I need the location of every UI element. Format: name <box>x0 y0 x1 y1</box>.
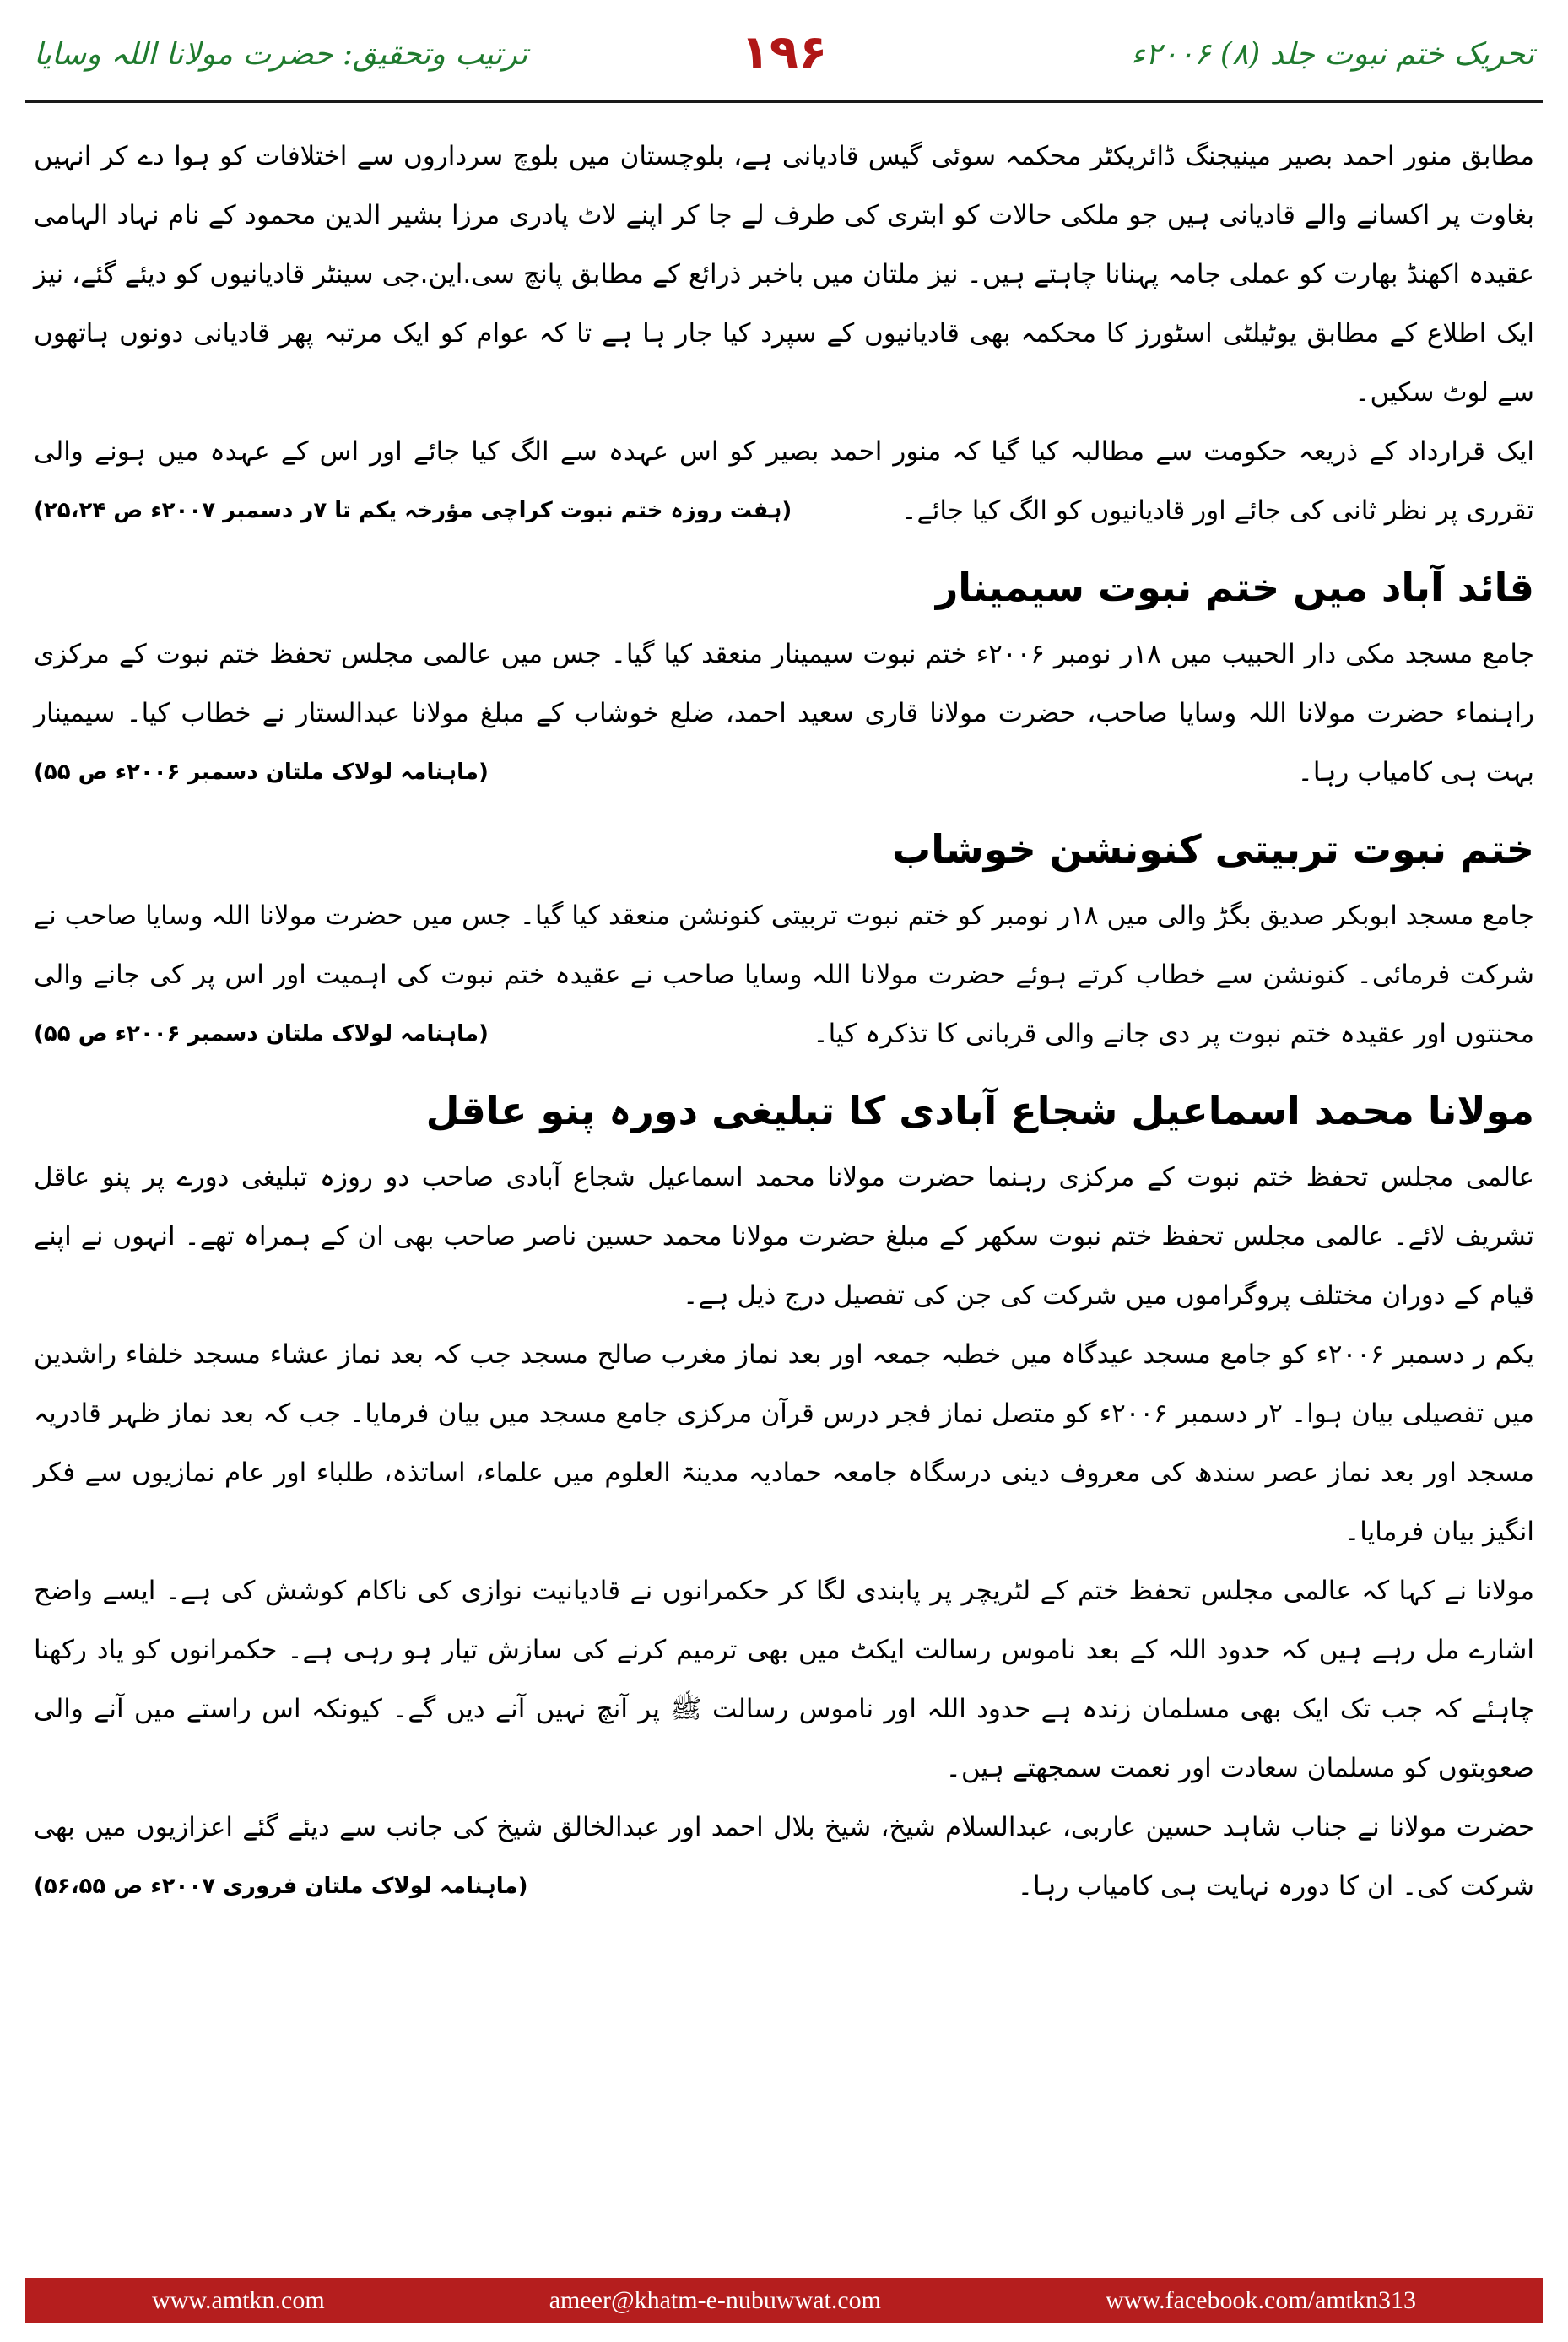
series-title: تحریک ختم نبوت جلد (۸) ۲۰۰۶ء <box>1131 37 1534 72</box>
paragraph-2 <box>34 422 1534 540</box>
paragraph-3-text: جامع مسجد مکی دار الحبیب میں ۱۸ر نومبر ۲۰۰۶ء ختم نبوت سیمینار منعقد کیا گیا۔ جس میں عالمی مجلس تحفظ ختم نبوت کے مرکزی راہنماء حضرت مولانا اللہ وسایا صاحب، حضرت مولانا قاری سعید احمد، ضلع خوشاب کے مبلغ مولانا عبدالستار نے خطاب کیا۔ سیمینار بہت ہی کامیاب رہا۔ <box>34 639 1534 787</box>
header-divider <box>25 100 1543 103</box>
paragraph-8-citation: (ماہنامہ لولاک ملتان فروری ۲۰۰۷ء ص ۵۶،۵۵) <box>34 1874 528 1899</box>
heading-tablighi-tour: مولانا محمد اسماعیل شجاع آبادی کا تبلیغی دورہ پنو عاقل <box>425 1088 1534 1133</box>
paragraph-4-text: جامع مسجد ابوبکر صدیق بگڑ والی میں ۱۸ر نومبر کو ختم نبوت تربیتی کنونشن منعقد کیا گیا۔ جس میں حضرت مولانا اللہ وسایا صاحب نے شرکت فرمائی۔ کنونشن سے خطاب کرتے ہوئے حضرت مولانا اللہ وسایا صاحب نے عقیدہ ختم نبوت کی اہمیت اور اس پر کی جانے والی محنتوں اور عقیدہ ختم نبوت پر دی جانے والی قربانی کا تذکرہ کیا۔ <box>34 901 1535 1049</box>
paragraph-8 <box>34 1798 1534 1916</box>
footer-email-link[interactable]: ameer@khatm-e-nubuwwat.com <box>549 2286 882 2314</box>
paragraph-5: عالمی مجلس تحفظ ختم نبوت کے مرکزی رہنما حضرت مولانا محمد اسماعیل شجاع آبادی صاحب دو روزہ تبلیغی دورے پر پنو عاقل تشریف لائے۔ عالمی مجلس تحفظ ختم نبوت سکھر کے مبلغ حضرت مولانا محمد حسین ناصر صاحب بھی ان کے ہمراہ تھے۔ انہوں نے اپنے قیام کے دوران مختلف پروگراموں میں شرکت کی جن کی تفصیل درج ذیل ہے۔ <box>34 1162 1534 1311</box>
heading-qaidabad-seminar: قائد آباد میں ختم نبوت سیمینار <box>935 565 1534 610</box>
paragraph-3 <box>34 625 1534 802</box>
paragraph-1: مطابق منور احمد بصیر مینیجنگ ڈائریکٹر محکمہ سوئی گیس قادیانی ہے، بلوچستان میں بلوچ سرداروں سے اختلافات کو ہوا دے کر انہیں بغاوت پر اکسانے والے قادیانی ہیں جو ملکی حالات کو ابتری کی طرف لے جا کر اپنے لاٹ پادری مرزا بشیر الدین محمود کے نام نہاد الہامی عقیدہ اکھنڈ بھارت کو عملی جامہ پہنانا چاہتے ہیں۔ نیز ملتان میں باخبر ذرائع کے مطابق پانچ سی.این.جی سینٹر قادیانیوں کو دیئے گئے، نیز ایک اطلاع کے مطابق یوٹیلٹی اسٹورز کا محکمہ بھی قادیانیوں کے سپرد کیا جار ہا ہے تا کہ عوام کو ایک مرتبہ پھر قادیانی دونوں ہاتھوں سے لوٹ سکیں۔ <box>34 141 1535 408</box>
compiler-credit: ترتیب وتحقیق: حضرت مولانا اللہ وسایا <box>34 37 528 72</box>
paragraph-3-citation: (ماہنامہ لولاک ملتان دسمبر ۲۰۰۶ء ص ۵۵) <box>34 760 489 785</box>
paragraph-2-citation: (ہفت روزہ ختم نبوت کراچی مؤرخہ یکم تا ۷ر دسمبر ۲۰۰۷ء ص ۲۵،۲۴) <box>34 498 792 523</box>
footer-facebook-link[interactable]: www.facebook.com/amtkn313 <box>1106 2286 1416 2314</box>
page-number: ۱۹۶ <box>740 25 828 80</box>
paragraph-6: یکم ر دسمبر ۲۰۰۶ء کو جامع مسجد عیدگاہ میں خطبہ جمعہ اور بعد نماز مغرب صالح مسجد جب کہ بعد نماز عشاء مسجد خلفاء راشدین میں تفصیلی بیان ہوا۔ ۲ر دسمبر ۲۰۰۶ء کو متصل نماز فجر درس قرآن مرکزی جامع مسجد میں بیان فرمایا۔ جب کہ بعد نماز ظہر قادریہ مسجد اور بعد نماز عصر سندھ کی معروف دینی درسگاہ جامعہ حمادیہ مدینۃ العلوم میں علماء، اساتذہ، طلباء اور عام نمازیوں سے فکر انگیز بیان فرمایا۔ <box>34 1339 1534 1547</box>
paragraph-4-citation: (ماہنامہ لولاک ملتان دسمبر ۲۰۰۶ء ص ۵۵) <box>34 1021 489 1047</box>
paragraph-8-text: حضرت مولانا نے جناب شاہد حسین عاربی، عبدالسلام شیخ، شیخ بلال احمد اور عبدالخالق شیخ کی جانب سے دیئے گئے اعزازیوں میں بھی شرکت کی۔ ان کا دورہ نہایت ہی کامیاب رہا۔ <box>34 1812 1534 1901</box>
page-header <box>25 19 1543 95</box>
heading-khushab-convention: ختم نبوت تربیتی کنونشن خوشاب <box>892 826 1534 872</box>
page-footer <box>25 2278 1543 2323</box>
page-body <box>34 127 1534 1916</box>
footer-website-link[interactable]: www.amtkn.com <box>152 2286 325 2314</box>
paragraph-4 <box>34 886 1534 1063</box>
paragraph-7: مولانا نے کہا کہ عالمی مجلس تحفظ ختم کے لٹریچر پر پابندی لگا کر حکمرانوں نے قادیانیت نوازی کی ناکام کوشش کی ہے۔ ایسے واضح اشارے مل رہے ہیں کہ حدود اللہ کے بعد ناموس رسالت ایکٹ میں بھی ترمیم کرنے کی سازش تیار ہو رہی ہے۔ حکمرانوں کو یاد رکھنا چاہئے کہ جب تک ایک بھی مسلمان زندہ ہے حدود اللہ اور ناموس رسالت ﷺ پر آنچ نہیں آنے دیں گے۔ کیونکہ اس راستے میں آنے والی صعوبتوں کو مسلمان سعادت اور نعمت سمجھتے ہیں۔ <box>34 1576 1534 1783</box>
paragraph-2-text: ایک قرارداد کے ذریعہ حکومت سے مطالبہ کیا گیا کہ منور احمد بصیر کو اس عہدہ سے الگ کیا جائے اور اس کے عہدہ میں ہونے والی تقرری پر نظر ثانی کی جائے اور قادیانیوں کو الگ کیا جائے۔ <box>34 436 1534 526</box>
